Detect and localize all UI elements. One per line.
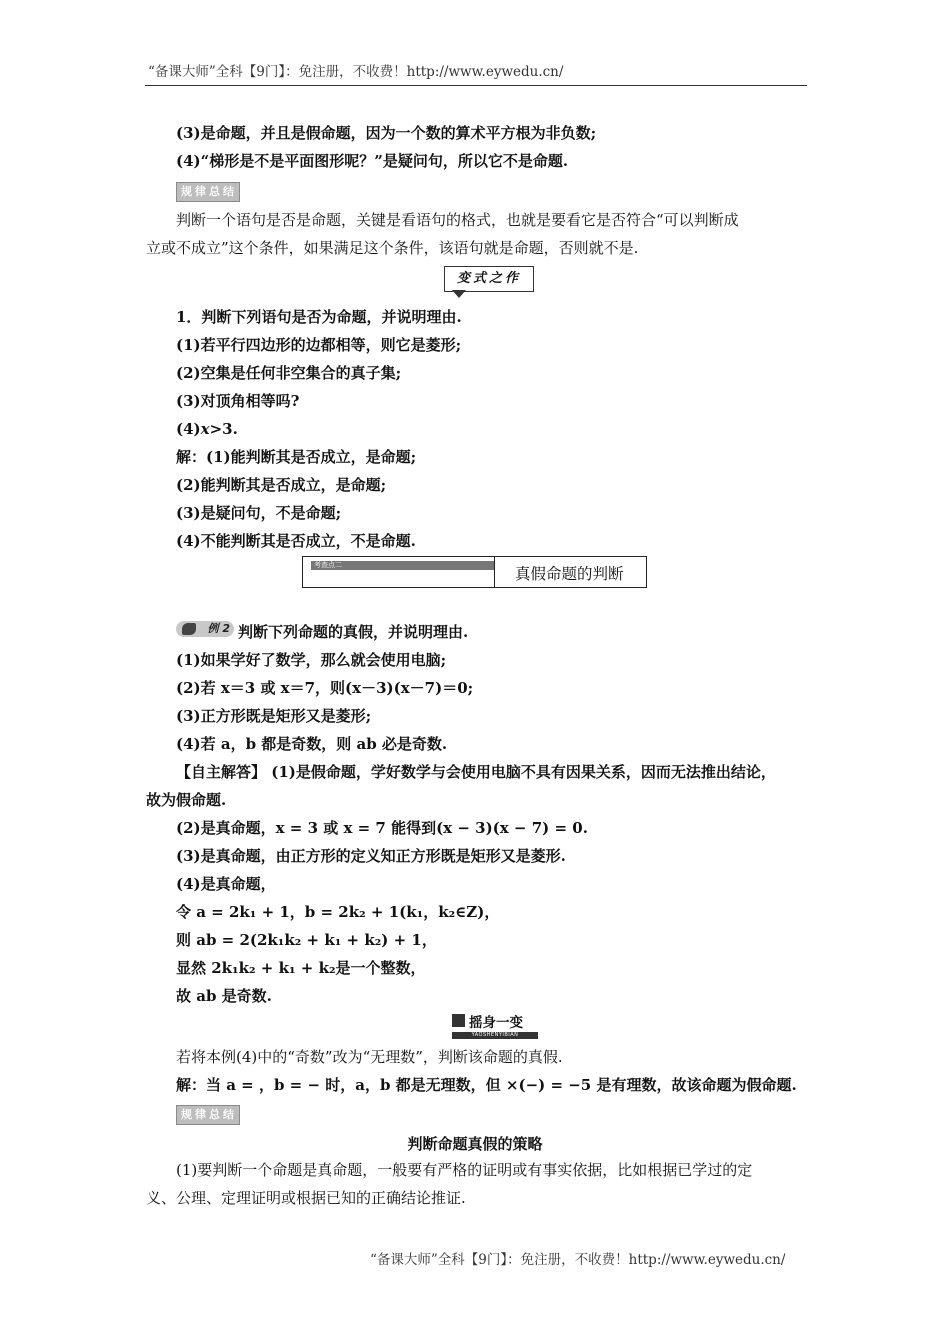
answer-line-5: 令 a = 2k₁ + 1，b = 2k₂ + 1(k₁，k₂∈Z)，	[176, 903, 500, 921]
kaodian-title-box	[302, 556, 647, 588]
guilv-zongjie-badge: 规律总结	[176, 182, 240, 202]
kaodian-strip: 考查点二	[311, 561, 494, 570]
variant-question: 若将本例(4)中的“奇数”改为“无理数”，判断该命题的真假.	[176, 1048, 563, 1066]
bianshi-label: 变式之作	[456, 271, 521, 286]
exercise-item-2: (2)空集是任何非空集合的真子集;	[176, 364, 402, 382]
answer-line-4b: (4)是真命题，	[176, 875, 276, 893]
exercise-solution-1: 解：(1)能判断其是否成立，是命题;	[176, 448, 417, 466]
exercise-item-4	[176, 419, 238, 439]
exercise-question: 1．判断下列语句是否为命题，并说明理由.	[176, 308, 462, 326]
answer-line-3b: (3)是真命题，由正方形的定义知正方形既是矩形又是菱形.	[176, 847, 566, 865]
guilv-zongjie-badge-2: 规律总结	[176, 1105, 240, 1125]
answer-line-8: 故 ab 是奇数.	[176, 987, 272, 1005]
bianshi-arrow-icon	[452, 290, 466, 298]
summary-line-2: 立或不成立”这个条件，如果满足这个条件，该语句就是命题，否则就不是.	[146, 239, 639, 257]
yaoshen-yibian-badge	[452, 1012, 538, 1042]
kaodian-title: 真假命题的判断	[515, 565, 624, 583]
grid-icon	[452, 1014, 465, 1027]
strategy-title: 判断命题真假的策略	[407, 1135, 543, 1153]
answer-line-4: (4)“梯形是不是平面图形呢？”是疑问句，所以它不是命题.	[176, 152, 569, 170]
yaoshen-pinyin: YAOSHENYIBIAN	[452, 1032, 538, 1039]
page-header: “备课大师”全科【9门】：免注册，不收费！http://www.eywedu.cn/	[148, 64, 564, 80]
exercise-solution-4: (4)不能判断其是否成立，不是命题.	[176, 532, 416, 550]
page-footer: “备课大师”全科【9门】：免注册，不收费！http://www.eywedu.cn/	[370, 1252, 786, 1268]
item4-prefix: (4)	[176, 420, 201, 438]
exercise-item-1: (1)若平行四边形的边都相等，则它是菱形;	[176, 336, 462, 354]
pencil-icon	[182, 623, 196, 635]
strategy-line-2: 义、公理、定理证明或根据已知的正确结论推证.	[146, 1189, 466, 1207]
answer-line-7: 显然 2k₁k₂ + k₁ + k₂是一个整数，	[176, 959, 426, 977]
example-item-2: (2)若 x＝3 或 x＝7，则(x－3)(x－7)＝0;	[176, 679, 474, 697]
answer-line-1b: 故为假命题.	[146, 791, 227, 809]
answer-line-6: 则 ab = 2(2k₁k₂ + k₁ + k₂) + 1，	[176, 931, 437, 949]
answer-label: 【自主解答】	[176, 763, 267, 781]
bianshi-zhizuo-badge	[444, 266, 534, 292]
variant-solution: 解：当 a = ，b = − 时，a，b 都是无理数，但 ×(−) = −5 是有理数，故该命题为假命题.	[176, 1076, 797, 1094]
answer-line-2: (2)是真命题，x = 3 或 x = 7 能得到(x − 3)(x − 7) = 0.	[176, 819, 588, 837]
answer-text-1: (1)是假命题，学好数学与会使用电脑不具有因果关系，因而无法推出结论，	[266, 763, 776, 781]
yaoshen-title: 摇身一变	[469, 1015, 523, 1031]
example-item-3: (3)正方形既是矩形又是菱形;	[176, 707, 372, 725]
example-question: 判断下列命题的真假，并说明理由.	[238, 623, 469, 641]
exercise-solution-2: (2)能判断其是否成立，是命题;	[176, 476, 387, 494]
exercise-item-3: (3)对顶角相等吗?	[176, 392, 300, 410]
strategy-line-1: (1)要判断一个命题是真命题，一般要有严格的证明或有事实依据，比如根据已学过的定	[176, 1161, 753, 1179]
summary-line-1: 判断一个语句是否是命题，关键是看语句的格式，也就是要看它是否符合“可以判断成	[176, 211, 739, 229]
item4-suffix: >3.	[209, 420, 238, 438]
answer-line-1	[176, 762, 776, 782]
kaodian-left-cell	[303, 557, 495, 587]
item4-variable: x	[200, 420, 210, 438]
answer-line-3: (3)是命题，并且是假命题，因为一个数的算术平方根为非负数;	[176, 124, 597, 142]
example-item-4: (4)若 a，b 都是奇数，则 ab 必是奇数.	[176, 735, 448, 753]
header-divider	[145, 85, 807, 86]
example-item-1: (1)如果学好了数学，那么就会使用电脑;	[176, 651, 447, 669]
exercise-solution-3: (3)是疑问句，不是命题;	[176, 504, 342, 522]
example-2-badge: 例 2	[176, 621, 234, 637]
